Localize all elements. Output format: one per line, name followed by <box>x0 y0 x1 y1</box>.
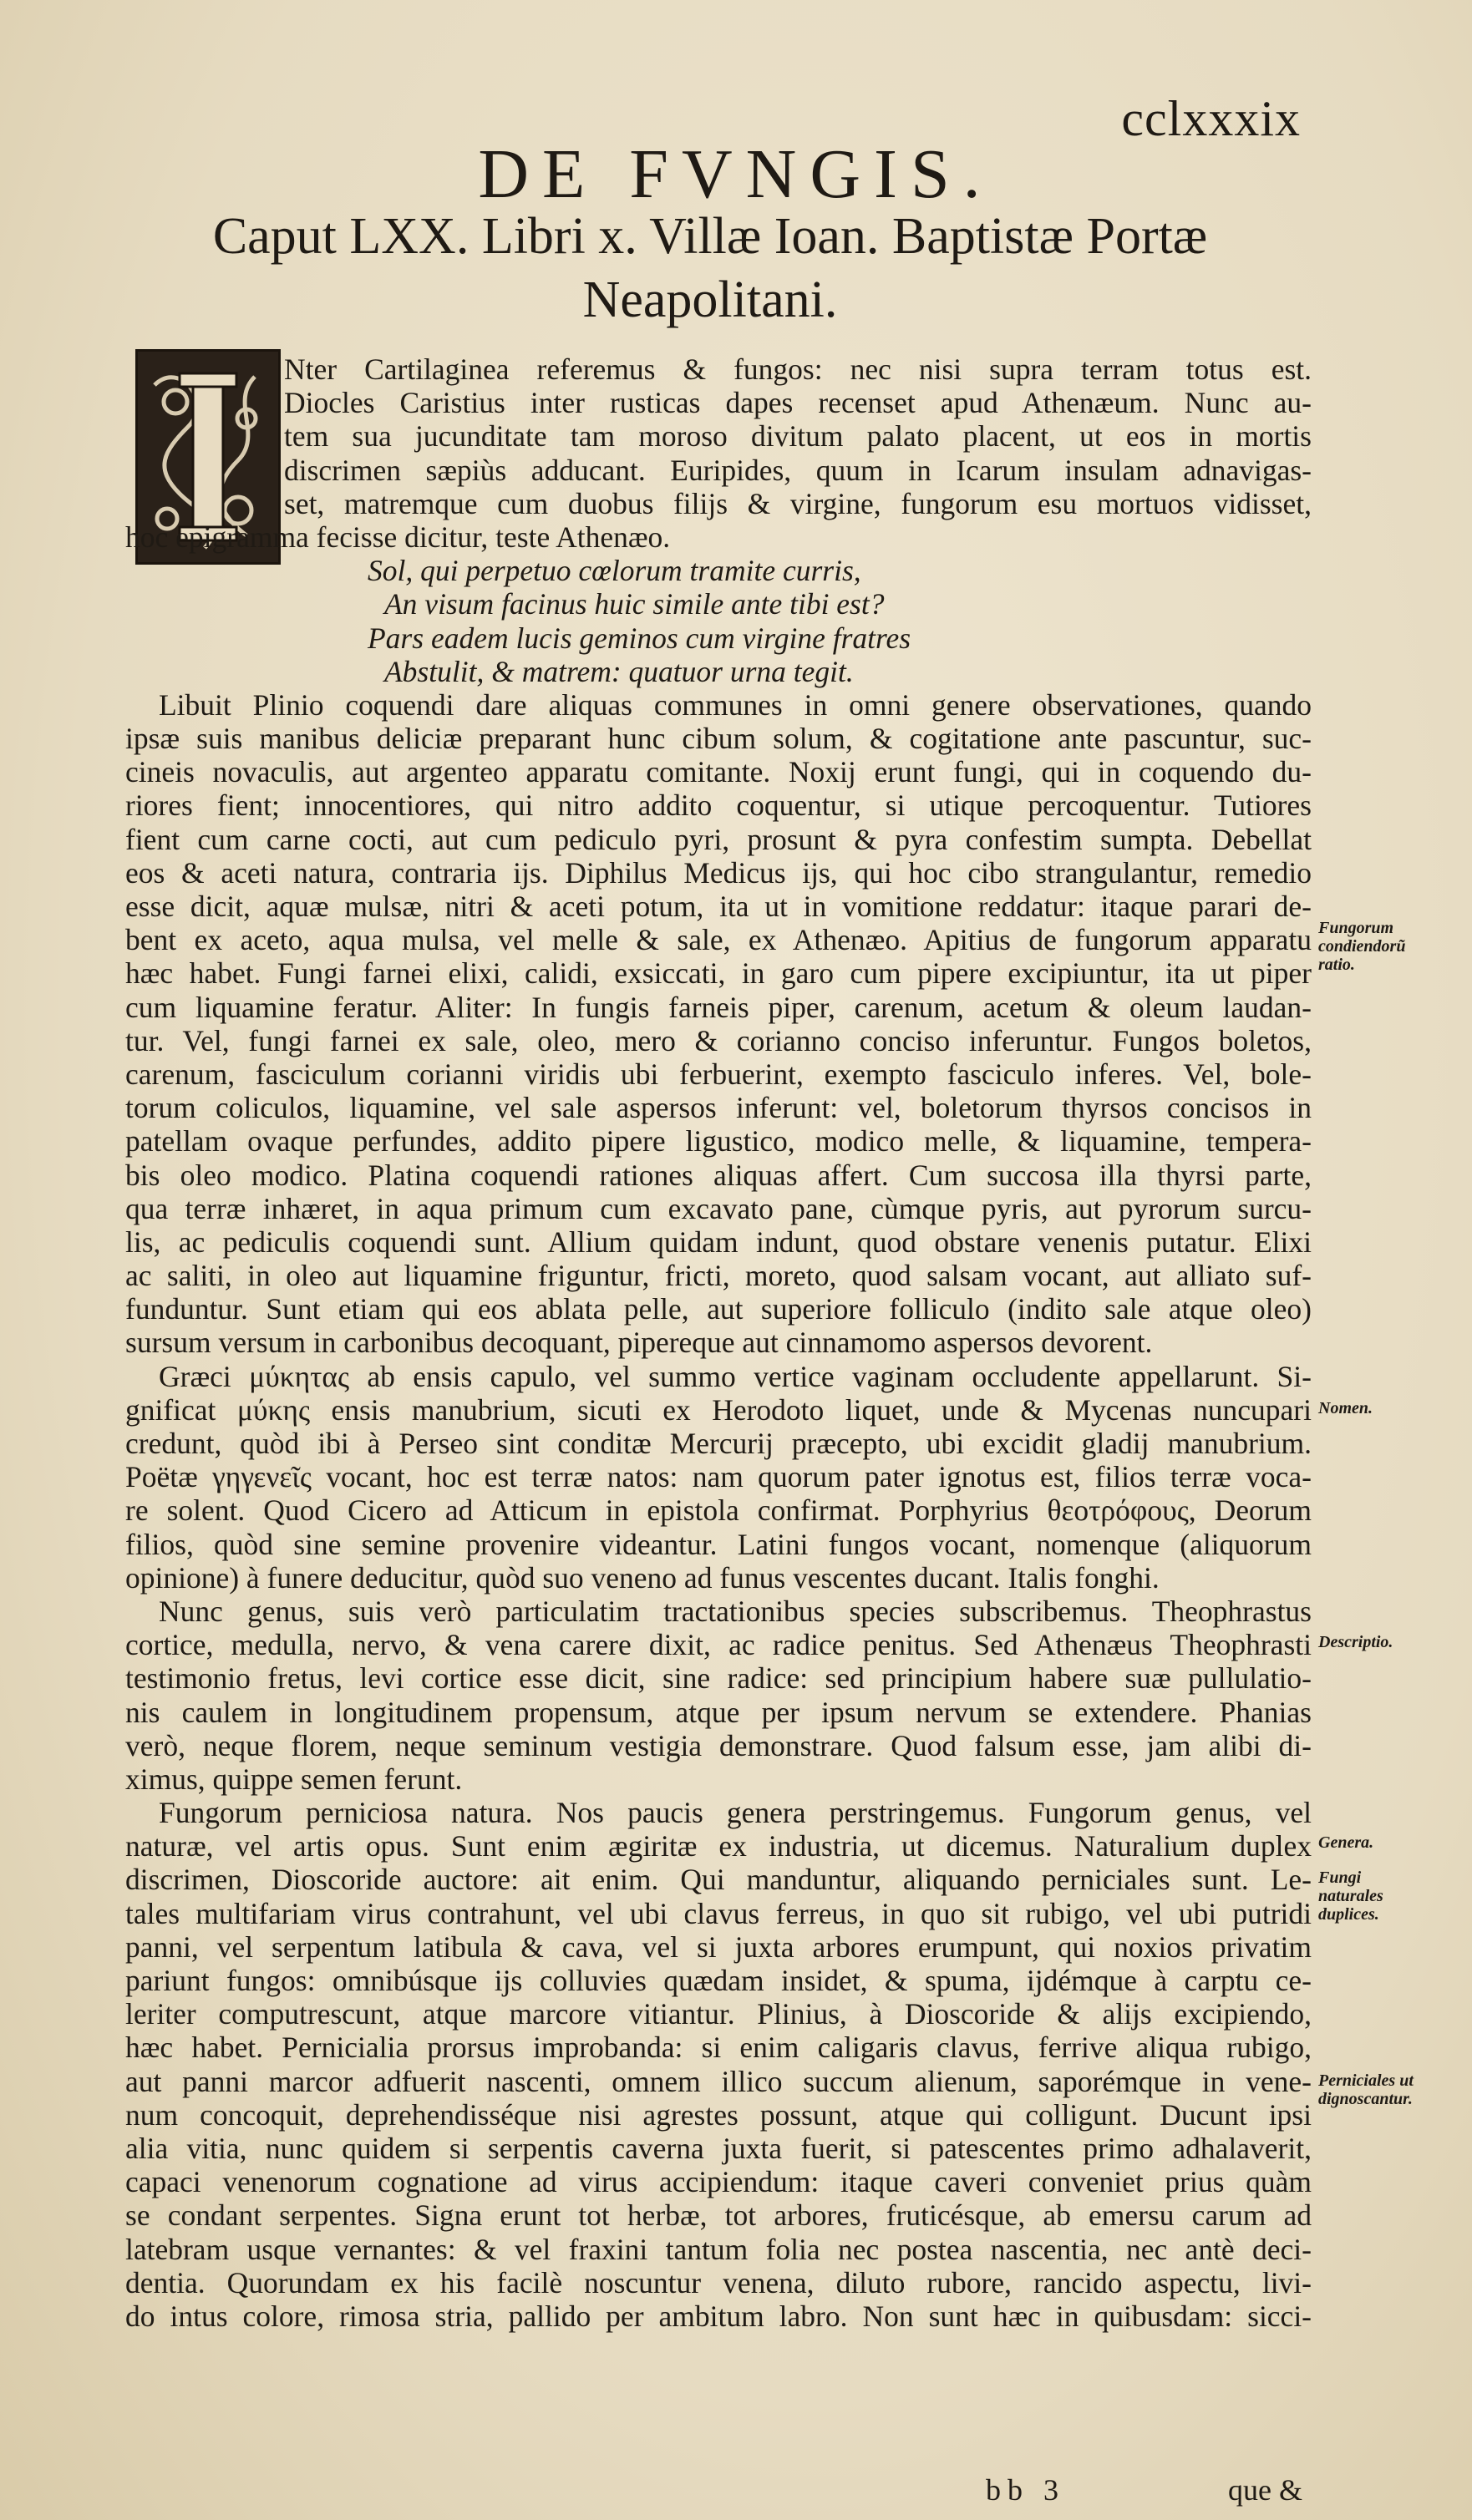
text-line: Nunc genus, suis verò particulatim tractationibus species subscribemus. Theophrastus <box>159 1594 1312 1628</box>
text-line: verò, neque florem, neque seminum vestigia demonstrare. Quod falsum esse, jam alibi di- <box>125 1728 1312 1762</box>
catchword: que & <box>1228 2473 1302 2507</box>
text-line: capaci venenorum cognatione ad virus accipiendum: itaque caveri conveniet prius quàm <box>125 2165 1312 2199</box>
text-line: re solent. Quod Cicero ad Atticum in epistola confirmat. Porphyrius θεοτρόφους, Deorum <box>125 1493 1312 1528</box>
text-line: hoc epigramma fecisse dicitur, teste Athenæo. <box>125 520 671 554</box>
verse-line: Pars eadem lucis geminos cum virgine fratres <box>368 621 911 655</box>
text-line: testimonio fretus, levi cortice esse dicit, sine radice: sed principium habere suæ pullulatio- <box>125 1661 1312 1696</box>
text-line: discrimen, Dioscoride auctore: ait enim. Qui manduntur, aliquando perniciales sunt. Le- <box>125 1863 1312 1897</box>
chapter-title <box>209 205 1211 332</box>
chapter-title-line: Caput LXX. Libri x. Villæ Ioan. Baptistæ Portæ <box>212 208 1208 265</box>
text-line: tales multifariam virus contrahunt, vel ubi clavus ferreus, in quo sit rubigo, vel ubi putridi <box>125 1896 1312 1930</box>
text-line: hæc habet. Pernicialia prorsus improbanda: si enim caligaris clavus, ferrive aliqua rubigo, <box>125 2031 1312 2065</box>
text-line: credunt, quòd ibi à Perseo sint conditæ Mercurij præcepto, ubi excidit gladij manubrium. <box>125 1427 1312 1460</box>
verse-line: An visum facinus huic simile ante tibi est? <box>384 587 885 621</box>
text-line: filios, quòd sine semine provenire videantur. Latini fungos vocant, nomenque (aliquorum <box>125 1527 1312 1561</box>
signature-mark: bb 3 <box>986 2473 1065 2507</box>
text-line: do intus colore, rimosa stria, pallido per ambitum labro. Non sunt hæc in quibusdam: sicci- <box>125 2299 1312 2333</box>
text-line: bis oleo modico. Platina coquendi rationes aliquas affert. Cum succosa illa thyrsi parte, <box>125 1158 1312 1192</box>
marginal-note: Fungi naturales duplices. <box>1318 1868 1383 1924</box>
text-line: qua terræ inhæret, in aqua primum cum excavato pane, cùmque pyris, aut pyrorum surcu- <box>125 1191 1312 1225</box>
verse-line: Abstulit, & matrem: quatuor urna tegit. <box>384 654 854 688</box>
text-line: ac saliti, in oleo aut liquamine friguntur, fricti, moreto, quod salsam vocant, aut alliato suf- <box>125 1259 1312 1293</box>
text-line: pariunt fungos: omnibúsque ijs colluvies quædam insidet, & spuma, ijdémque à carptu ce- <box>125 1964 1312 1997</box>
text-line: patellam ovaque perfundes, addito pipere ligustico, modico melle, & liquamine, tempera- <box>125 1124 1312 1159</box>
text-line: cum liquamine feratur. Aliter: In fungis farneis piper, carenum, acetum & oleum laudan- <box>125 990 1312 1024</box>
text-line: Fungorum perniciosa natura. Nos paucis genera perstringemus. Fungorum genus, vel <box>159 1796 1312 1830</box>
text-line: num concoquit, deprehendisséque nisi agrestes possunt, atque qui colligunt. Ducunt ipsi <box>125 2097 1312 2132</box>
folio-number: cclxxxix <box>1121 91 1301 146</box>
text-line: discrimen sæpiùs adducant. Euripides, quum in Icarum insulam adnavigas- <box>284 453 1312 487</box>
text-line: fient cum carne cocti, aut cum pediculo pyri, prosunt & pyra confestim sumpta. Debellat <box>125 822 1312 856</box>
text-line: alia vitia, nunc quidem si serpentis caverna juxta fuerit, si patescentes primo adhalaverit, <box>125 2131 1312 2165</box>
running-head: DE FVNGIS. <box>478 135 994 213</box>
text-line: ipsæ suis manibus deliciæ preparant hunc cibum solum, & cogitatione ante pascuntur, suc- <box>125 722 1312 756</box>
verse-line: Sol, qui perpetuo cœlorum tramite curris, <box>368 554 861 588</box>
text-line: bent ex aceto, aqua mulsa, vel melle & sale, ex Athenæo. Apitius de fungorum apparatu <box>125 923 1312 957</box>
text-line: carenum, fasciculum corianni viridis ubi ferbuerint, exempto fasciculo inferes. Vel, bole- <box>125 1057 1312 1091</box>
text-line: Diocles Caristius inter rusticas dapes recenset apud Athenæum. Nunc au- <box>284 386 1312 420</box>
text-line: set, matremque cum duobus filijs & virgine, fungorum esu mortuos vidisset, <box>284 486 1312 520</box>
text-line: tem sua jucunditate tam moroso divitum palato placent, ut eos in mortis <box>284 419 1312 454</box>
text-line: lis, ac pediculis coquendi sunt. Allium quidam indunt, quod obstare venenis putatur. Elixi <box>125 1225 1312 1259</box>
text-line: nis caulem in longitudinem propensum, atque per ipsum nervum se extendere. Phanias <box>125 1695 1312 1729</box>
text-line: cineis novaculis, aut argenteo apparatu comitante. Noxij erunt fungi, qui in coquendo du- <box>125 755 1312 789</box>
marginal-note: Descriptio. <box>1318 1633 1393 1651</box>
text-line: naturæ, vel artis opus. Sunt enim ægiritæ ex industria, ut dicemus. Naturalium duplex <box>125 1829 1312 1863</box>
text-line: torum coliculos, liquamine, vel sale aspersos inferunt: vel, boletorum thyrsos concisos in <box>125 1091 1312 1125</box>
text-line: gnificat μύκης ensis manubrium, sicuti ex Herodoto liquet, unde & Mycenas nuncupari <box>125 1392 1312 1427</box>
text-line: aut panni marcor adfuerit nascenti, omnem illico succum alienum, saporémque in vene- <box>125 2064 1312 2098</box>
text-line: opinione) à funere deducitur, quòd suo veneno ad funus vescentes ducant. Italis fonghi. <box>125 1560 1160 1595</box>
text-line: Poëtæ γηγενεῖς vocant, hoc est terræ natos: nam quorum pater ignotus est, filios terræ voca- <box>125 1460 1312 1494</box>
main-text <box>125 352 1312 2333</box>
marginal-note: Genera. <box>1318 1833 1374 1852</box>
text-line: hæc habet. Fungi farnei elixi, calidi, exsiccati, in garo cum pipere excipiuntur, ita ut piper <box>125 956 1312 991</box>
marginal-note: Fungorum condiendorũ ratio. <box>1318 919 1406 974</box>
text-line: Libuit Plinio coquendi dare aliquas communes in omni genere observationes, quando <box>159 687 1312 722</box>
text-line: eos & aceti natura, contraria ijs. Diphilus Medicus ijs, qui hoc cibo strangulantur, remedio <box>125 855 1312 890</box>
text-line: leriter computrescunt, atque marcore vitiantur. Plinius, à Dioscoride & alijs excipiendo, <box>125 1997 1312 2031</box>
text-line: Nter Cartilaginea referemus & fungos: nec nisi supra terram totus est. <box>284 352 1312 386</box>
main-text-continued <box>125 688 1312 2333</box>
text-line: dentia. Quorundam ex his facilè noscuntur venena, diluto rubore, rancido aspectu, livi- <box>125 2265 1312 2299</box>
marginal-note: Nomen. <box>1318 1399 1373 1417</box>
text-line: esse dicit, aquæ mulsæ, nitri & aceti potum, ita ut in vomitione reddatur: itaque parari de- <box>125 890 1312 923</box>
marginal-note: Perniciales ut dignoscantur. <box>1318 2071 1414 2108</box>
text-line: riores fient; innocentiores, qui nitro addito coquentur, si utique percoquentur. Tutiores <box>125 788 1312 823</box>
text-line: sursum versum in carbonibus decoquant, pipereque aut cinnamomo aspersos devorent. <box>125 1326 1153 1360</box>
text-line: funduntur. Sunt etiam qui eos ablata pelle, aut superiore folliculo (indito sale atque oleo) <box>125 1292 1312 1326</box>
text-line: panni, vel serpentum latibula & cava, vel si juxta arbores erumpunt, qui noxios privatim <box>125 1929 1312 1964</box>
chapter-title-line: Neapolitani. <box>582 271 838 328</box>
text-line: Græci μύκητας ab ensis capulo, vel summo vertice vaginam occludente appellarunt. Si- <box>159 1359 1312 1393</box>
text-line: latebram usque vernantes: & vel fraxini tantum folia nec postea nascentia, nec antè deci- <box>125 2232 1312 2266</box>
text-line: cortice, medulla, nervo, & vena carere dixit, ac radice penitus. Sed Athenæus Theophrasti <box>125 1628 1312 1662</box>
text-line: se condant serpentes. Signa erunt tot herbæ, tot arbores, fruticésque, ab emersu carum ad <box>125 2198 1312 2233</box>
text-line: tur. Vel, fungi farnei ex sale, oleo, mero & corianno conciso inferuntur. Fungos boletos, <box>125 1023 1312 1057</box>
text-line: ximus, quippe semen ferunt. <box>125 1762 463 1796</box>
